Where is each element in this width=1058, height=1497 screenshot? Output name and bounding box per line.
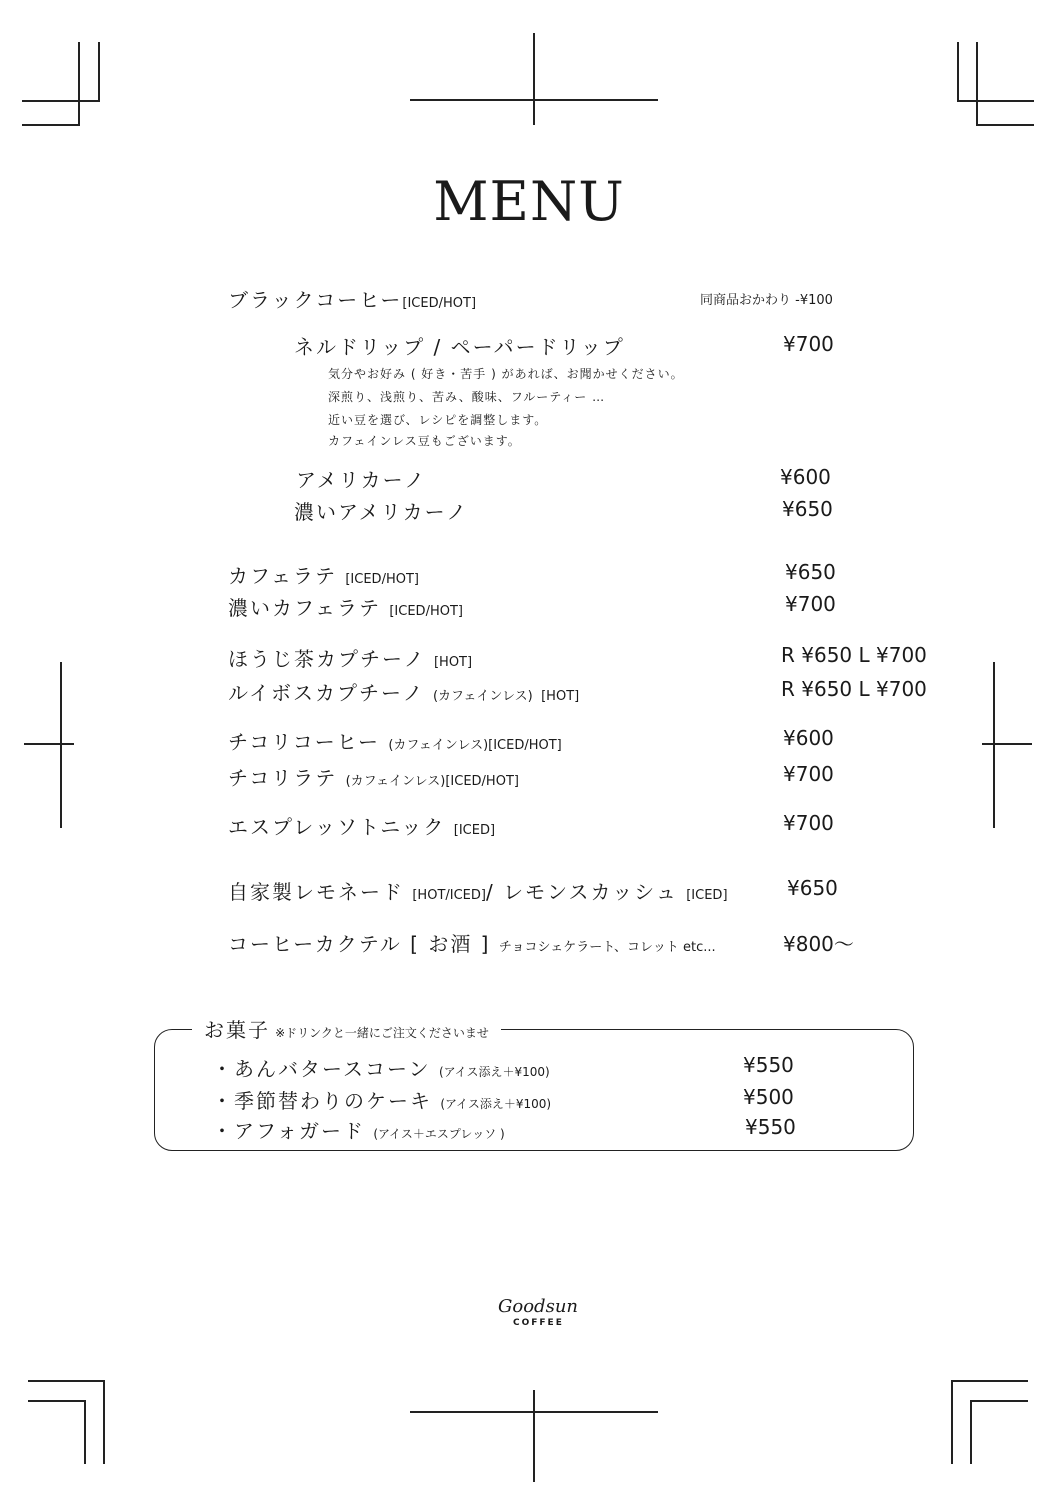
rooibos-price: R ¥650 L ¥700 bbox=[781, 677, 927, 701]
chicory-coffee-price: ¥600 bbox=[783, 726, 834, 750]
espresso-tonic-label: エスプレッソトニック [ICED] bbox=[228, 815, 496, 839]
sweets-item-price: ¥550 bbox=[745, 1115, 796, 1139]
description-line: 近い豆を選び、レシピを調整します。 bbox=[328, 413, 548, 427]
black-coffee-label: ブラックコーヒー[ICED/HOT] bbox=[228, 288, 477, 312]
drip-label: ネルドリップ / ペーパードリップ bbox=[294, 335, 625, 359]
cocktail-label: コーヒーカクテル [ お酒 ] チョコシェケラート、コレット etc... bbox=[228, 932, 716, 956]
logo-script: Goodsun bbox=[498, 1296, 578, 1317]
americano-price: ¥600 bbox=[780, 465, 831, 489]
refill-note: 同商品おかわり -¥100 bbox=[700, 293, 833, 308]
description-line: 気分やお好み ( 好き・苦手 ) があれば、お聞かせください。 bbox=[328, 367, 684, 381]
sweets-item-price: ¥550 bbox=[743, 1053, 794, 1077]
strong-latte-label: 濃いカフェラテ [ICED/HOT] bbox=[228, 596, 463, 620]
drip-price: ¥700 bbox=[783, 332, 834, 356]
cafe-latte-label: カフェラテ [ICED/HOT] bbox=[228, 564, 419, 588]
page-title: MENU bbox=[433, 170, 625, 233]
lemonade-price: ¥650 bbox=[787, 876, 838, 900]
sweets-item-price: ¥500 bbox=[743, 1085, 794, 1109]
sweets-item: ・アフォガード (アイス＋エスプレッソ ) bbox=[212, 1119, 505, 1143]
strong-americano-price: ¥650 bbox=[782, 497, 833, 521]
sweets-item: ・あんバタースコーン (アイス添え＋¥100) bbox=[212, 1057, 550, 1081]
description-line: カフェインレス豆もございます。 bbox=[328, 434, 521, 448]
espresso-tonic-price: ¥700 bbox=[783, 811, 834, 835]
strong-latte-price: ¥700 bbox=[785, 592, 836, 616]
americano-label: アメリカーノ bbox=[296, 468, 427, 492]
sweets-item: ・季節替わりのケーキ (アイス添え＋¥100) bbox=[212, 1089, 552, 1113]
lemonade-label: 自家製レモネード [HOT/ICED]/ レモンスカッシュ [ICED] bbox=[228, 880, 728, 904]
rooibos-label: ルイボスカプチーノ (カフェインレス) [HOT] bbox=[228, 681, 580, 705]
hojicha-label: ほうじ茶カプチーノ [HOT] bbox=[228, 647, 473, 671]
cocktail-price: ¥800〜 bbox=[783, 932, 854, 956]
strong-americano-label: 濃いアメリカーノ bbox=[294, 500, 469, 524]
chicory-latte-label: チコリラテ (カフェインレス)[ICED/HOT] bbox=[228, 766, 519, 790]
cafe-latte-price: ¥650 bbox=[785, 560, 836, 584]
sweets-heading: お菓子 ※ドリンクと一緒にご注文くださいませ bbox=[192, 1014, 501, 1043]
chicory-latte-price: ¥700 bbox=[783, 762, 834, 786]
logo-sub: COFFEE bbox=[513, 1318, 564, 1328]
chicory-coffee-label: チコリコーヒー (カフェインレス)[ICED/HOT] bbox=[228, 730, 562, 754]
hojicha-price: R ¥650 L ¥700 bbox=[781, 643, 927, 667]
description-line: 深煎り、浅煎り、苦み、酸味、フルーティー … bbox=[328, 390, 606, 404]
